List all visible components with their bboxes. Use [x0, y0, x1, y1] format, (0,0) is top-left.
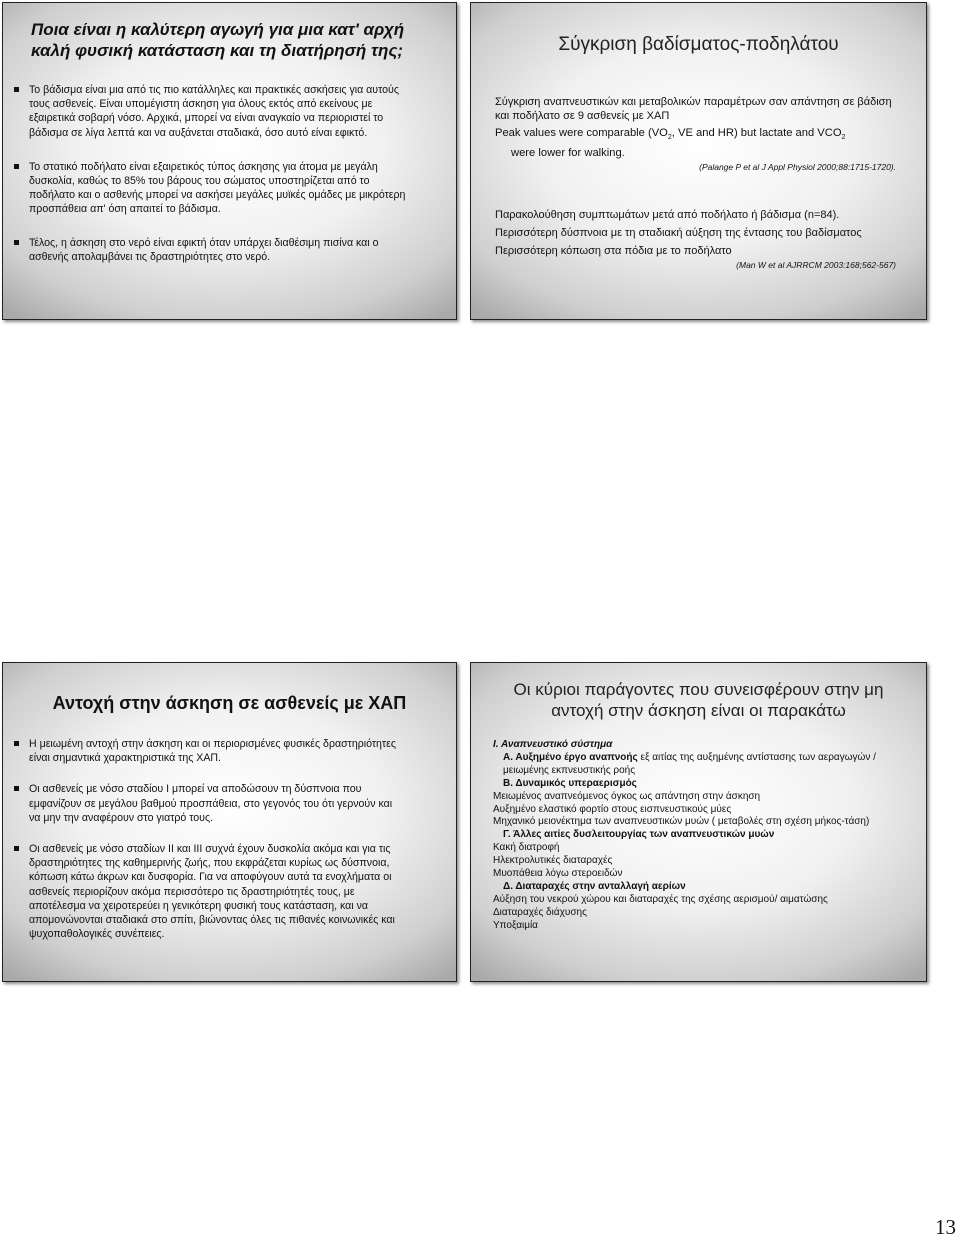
factor-b-item: Αυξημένο ελαστικό φορτίο στους εισπνευστικούς μύες [493, 803, 732, 815]
page-number: 13 [935, 1215, 956, 1239]
factor-b-heading: Β. Δυναμικός υπεραερισμός [503, 777, 637, 789]
factor-d-item: Διαταραχές διάχυσης [493, 906, 587, 918]
bullet-walking: Το βάδισμα είναι μια από τις πιο κατάλληλες και πρακτικές ασκήσεις για αυτούς τους ασθενείς. Είναι υπομέγιστη άσκηση για όλους εκτός από εκείνους με εξαιρετικά σοβαρή νόσο. Αρχικά, μπορεί να είναι αναγκαίο να περιοριστεί το βάδισμα σε λίγα λεπτά και να αυξάνεται σταδιακά, όσο αυτό είναι εφικτό. [3, 83, 412, 140]
factor-g-item: Ηλεκτρολυτικές διαταραχές [493, 855, 613, 867]
symptom-monitoring-text: Παρακολούθηση συμπτωμάτων μετά από ποδήλατο ή βάδισμα (n=84). [495, 209, 840, 222]
slide-walking-cycling-advice [2, 2, 457, 320]
slide-title: Ποια είναι η καλύτερη αγωγή για μια κατ' αρχή καλή φυσική κατάσταση και τη διατήρησή της; [31, 20, 405, 60]
factor-d-item: Υποξαιμία [493, 919, 538, 931]
citation-man: (Man W et al AJRRCM 2003:168;562-567) [736, 259, 896, 270]
bullet-stage-one: Οι ασθενείς με νόσο σταδίου Ι μπορεί να αποδώσουν τη δύσπνοια που εμφανίζουν σε μεγάλου βαθμού προσπάθεια, στο γεγονός του ότι γερνούν και να μην την αναφέρουν στο γιατρό τους. [3, 782, 406, 825]
bullet-stage-two-three: Οι ασθενείς με νόσο σταδίων ΙΙ και ΙΙΙ συχνά έχουν δυσκολία ακόμα και για τις δραστηριότητες της καθημερινής ζωής, που εκφράζεται κυρίως ως δύσπνοια, κόπωση κάτω άκρων και δυσφορία. Για να αποφύγουν αυτά τα ενοχλήματα οι ασθενείς περιορίζουν ακόμα περισσότερο τις δραστηριότητές τους, με αποτέλεσμα να χειροτερεύει η γενικότερη φυσική τους κατάσταση, και να απομονώνονται σταδιακά στο σπίτι, βιώνοντας όλες τις πιθανές κοινωνικές και ψυχοπαθολογικές συνέπειες. [3, 842, 406, 941]
section-respiratory-system: Ι. Αναπνευστικό σύστημα [493, 739, 613, 750]
dyspnea-text: Περισσότερη δύσπνοια με τη σταδιακή αύξηση της έντασης του βαδίσματος [495, 227, 862, 240]
citation-palange: (Palange P et al J Appl Physiol 2000;88:1715-1720). [699, 162, 896, 173]
slide-exercise-tolerance [2, 662, 457, 982]
comparison-text: Σύγκριση αναπνευστικών και μεταβολικών παραμέτρων σαν απάντηση σε βάδιση και ποδήλατο σε 9 ασθενείς με ΧΑΠ [495, 96, 892, 123]
factor-g-item: Κακή διατροφή [493, 842, 560, 854]
slide-title: Οι κύριοι παράγοντες που συνεισφέρουν στην μη αντοχή στην άσκηση είναι οι παρακάτω [513, 680, 884, 720]
factor-d-heading: Δ. Διαταραχές στην ανταλλαγή αερίων [503, 880, 686, 892]
factor-g-item: Μυοπάθεια λόγω στεροειδών [493, 868, 623, 880]
bullet-water-exercise: Τέλος, η άσκηση στο νερό είναι εφικτή όταν υπάρχει διαθέσιμη πισίνα και ο ασθενής απολαμβάνει τις δραστηριότητες στο νερό. [3, 236, 412, 264]
factor-d-item: Αύξηση του νεκρού χώρου και διαταραχές της σχέσης αερισμού/ αιματώσης [493, 893, 828, 905]
slide-walking-vs-cycling [470, 2, 927, 320]
slide-intolerance-factors [470, 662, 927, 982]
bullet-reduced-tolerance: Η μειωμένη αντοχή στην άσκηση και οι περιορισμένες φυσικές δραστηριότητες είναι σημαντικά χαρακτηριστικά της ΧΑΠ. [3, 737, 406, 765]
factor-b-item: Μειωμένος αναπνεόμενος όγκος ως απάντηση στην άσκηση [493, 790, 761, 802]
factor-g-heading: Γ. Άλλες αιτίες δυσλειτουργίας των αναπνευστικών μυών [503, 829, 775, 841]
factor-a: Α. Αυξημένο έργο αναπνοής εξ αιτίας της αυξημένης αντίστασης των αεραγωγών / μειωμένης εκπνευστικής ροής [503, 751, 876, 776]
slide-title: Σύγκριση βαδίσματος-ποδηλάτου [558, 34, 839, 55]
peak-values-text: Peak values were comparable ($VO_2$, VE and HR) but lactate and $VCO_2$ were lower for walking. [495, 127, 846, 159]
leg-fatigue-text: Περισσότερη κόπωση στα πόδια με το ποδήλατο [495, 245, 732, 258]
slide-title: Αντοχή στην άσκηση σε ασθενείς με ΧΑΠ [52, 693, 407, 713]
bullet-stationary-bike: Το στατικό ποδήλατο είναι εξαιρετικός τύπος άσκησης για άτομα με μεγάλη δυσκολία, καθώς το 85% του βάρους του σώματος υποστηρίζεται από το ποδήλατο και ο ασθενής μπορεί να ασκήσει μεγάλες μυϊκές ομάδες με μικρότερη προσπάθεια απ' όση απαιτεί το βάδισμα. [3, 160, 412, 217]
factor-b-item: Μηχανικό μειονέκτημα των αναπνευστικών μυών ( μεταβολές στη σχέση μήκος-τάση) [493, 816, 870, 828]
